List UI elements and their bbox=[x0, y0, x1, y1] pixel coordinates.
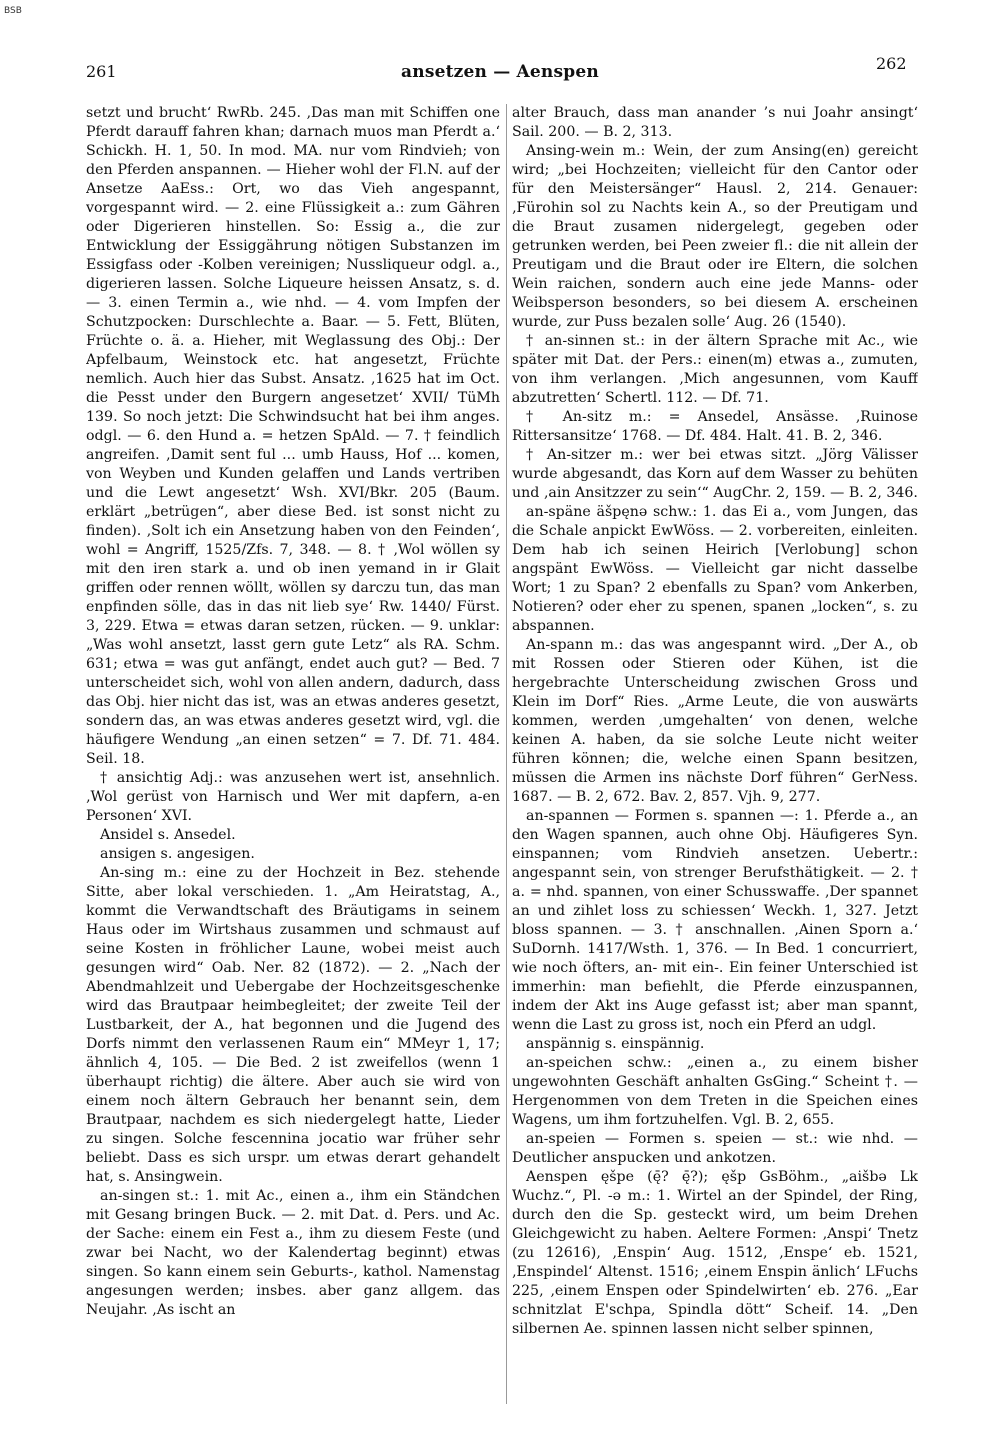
entry-ansingen: an-singen st.: 1. mit Ac., einen a., ihm ein Ständchen mit Gesang bringen Buck. — 2. mit Dat. d. Pers. und Ac. der Sache: einem ein Fest a., ihm zu diesem Feste (und zwar bei Nacht, wo der Kalendertag beginnt) etwas singen. So kann einem sein Geburts-, kathol. Namenstag angesungen werden; insbes. aber ganz allgem. das Neujahr. ‚As ischt an bbox=[86, 1188, 500, 1318]
entry-anspaennig: anspännig s. einspännig. bbox=[526, 1036, 705, 1052]
entry-anspeien: an-speien — Formen s. speien — st.: wie nhd. — Deutlicher anspucken und ankotzen. bbox=[512, 1131, 918, 1166]
entry-ansinnen: † an-sinnen st.: in der ältern Sprache mit Ac., wie später mit Dat. der Pers.: einen(m) etwas a., zumuten, von ihm verlangen. ‚Mich angesunnen, vom Kauff abzutretten‘ Schertl. 112. — Df. 71. bbox=[512, 333, 918, 406]
entry-ansingwein: Ansing-wein m.: Wein, der zum Ansing(en) gereicht wird; „bei Hochzeiten; vielleicht für den Cantor oder für den Meistersänger“ Hausl. 2, 214. Genauer: ‚Fürohin sol zu Nachts kein A., so der Preutigam und die Braut zusamen nidergelegt, gegeben oder getrunken werden, bei Peen zweier fl.: die nit allein der Preutigam und die Braut oder ire Eltern, die solchen Wein raichen, sondern auch eine jede Manns- oder Weibsperson besonders, so bei diesem A. erscheinen wurde, zur Puss bezalen solle‘ Aug. 26 (1540). bbox=[512, 143, 918, 330]
right-column bbox=[512, 104, 918, 1404]
entry-ansigen: ansigen s. angesigen. bbox=[100, 846, 255, 862]
left-column bbox=[86, 104, 500, 1404]
entry-ansing: An-sing m.: eine zu der Hochzeit in Bez. stehende Sitte, aber lokal verschieden. 1. „Am Heiratstag, A., kommt die Verwandtschaft des Bräutigams in seinem Haus oder im Wirtshaus zusammen und schmaust auf seine Kosten in fröhlicher Laune, wobei meist auch gesungen wird“ Oab. Ner. 82 (1872). — 2. „Nach der Abendmahlzeit und Uebergabe der Hochzeitsgeschenke wird das Brautpaar heimbegleitet; der zweite Teil der Lustbarkeit, der A., hat begonnen und die Jugend des Dorfs nimmt den verlassenen Raum ein“ MMeyr 1, 17; ähnlich 4, 105. — Die Bed. 2 ist zweifellos (wenn 1 überhaupt richtig) die ältere. Aber auch sie wird von einem noch ältern Gebrauch her benannt sein, dem Brautpaar, nachdem es sich niedergelegt hatte, Lieder zu singen. Solche fescennina jocatio war früher sehr beliebt. Dass es sich urspr. um etwas derart gehandelt hat, s. Ansingwein. bbox=[86, 865, 500, 1185]
entry-ansitzer: † An-sitzer m.: wer bei etwas sitzt. „Jörg Välisser wurde abgesandt, das Korn auf dem Wasser zu behüten und ‚ain Ansitzzer zu sein‘“ AugChr. 2, 159. — B. 2, 346. bbox=[512, 447, 918, 501]
entry-anspeichen: an-speichen schw.: „einen a., zu einem bisher ungewohnten Geschäft anhalten GsGing.“ Scheint †. — Hergenommen von dem Treten in die Speichen eines Wagens, um ihm fortzuhelfen. Vgl. B. 2, 655. bbox=[512, 1055, 918, 1128]
column-divider bbox=[506, 104, 507, 1404]
entry-anspann: An-spann m.: das was angespannt wird. „Der A., ob mit Rossen oder Stieren oder Kühen, ist die hergebrachte Unterscheidung zwischen Gross und Klein im Dorf“ Ries. „Arme Leute, die von auswärts kommen, werden ‚umgehalten‘ von denen, welche keinen A. haben, da sie solche Leute nicht weiter führen können; die, welche einen Spann besitzen, müssen die Armen ins nächste Dorf führen“ GerNess. 1687. — B. 2, 672. Bav. 2, 857. Vjh. 9, 277. bbox=[512, 637, 918, 805]
entry-aenspen: Aenspen ęšpe (ę̄? ę̄?); ęšp GsBöhm., „aišbə Lk Wuchz.“, Pl. -ə m.: 1. Wirtel an der Spindel, der Ring, durch den die Sp. gesteckt wird, um beim Drehen Gleichgewicht zu haben. Aeltere Formen: ‚Anspi‘ Tnetz (zu 12616), ‚Enspin‘ Aug. 1512, ‚Enspe‘ eb. 1521, ‚Enspindel‘ Altenst. 1516; ‚einem Enspin änlich‘ LFuchs 225, ‚einem Enspen oder Spindelwirten‘ eb. 276. „Ear schnitzlat E'schpa, Spindla dött“ Scheif. 14. „Den silbernen Ae. spinnen lassen nicht selber spinnen, bbox=[512, 1169, 918, 1337]
page-header bbox=[0, 54, 1000, 84]
entry-ansetzen-continued: setzt und brucht‘ RwRb. 245. ‚Das man mit Schiffen one Pferdt darauff fahren khan; darnach muos man Pferdt a.‘ Schickh. H. 1, 50. In mod. MA. nur vom Rindvieh; von den Pferden anspannen. — Hieher wohl der Fl.N. auf der Ansetze AaEss.: Ort, wo das Vieh angespannt, vorgespannt wird. — 2. eine Flüssigkeit a.: zum Gähren oder Digerieren hinstellen. So: Essig a., die zur Entwicklung der Essiggährung nötigen Substanzen im Essigfass oder -Kolben vereinigen; Nussliqueur odgl. a., digerieren lassen. Solche Liqueure heissen Ansatz, s. d. — 3. einen Termin a., wie nhd. — 4. vom Impfen der Schutzpocken: Durschlechte a. Baar. — 5. Fett, Blüten, Früchte o. ä. a. Hieher, mit Weglassung des Obj.: Der Apfelbaum, Weinstock etc. hat angesetzt, Früchte nemlich. Auch hier das Subst. Ansatz. ‚1625 hat im Oct. die Pesst under den Burgern angesetzet‘ XVII/ TüMh 139. So noch jetzt: Die Schwindsucht hat bei ihm anges. odgl. — 6. den Hund a. = hetzen SpAld. — 7. † feindlich angreifen. ‚Damit sent ful ... umb Hauss, Hof ... komen, von Weyben und Kunden gelaffen und Lands vertriben und die Lewt angesetzt‘ Wsh. XVI/Bkr. 205 (Baum. erklärt „betrügen“, aber diese Bed. ist sonst nicht zu finden). ‚Solt ich ein Ansetzung haben von den Feinden‘, wohl = Angriff, 1525/Zfs. 7, 348. — 8. † ‚Wol wöllen sy mit den iren stark a. und ob inen yemand in ir Glait griffen oder rennen wöllt, wöllen sy darczu tun, das man enpfinden sölle, das in das nit lieb sye‘ Rw. 1440/ Fürst. 3, 229. Etwa = etwas daran setzen, rücken. — 9. unklar: „Was wohl ansetzt, lasst gern gute Letz“ als RA. Schm. 631; etwa = was gut anfängt, endet auch gut? — Bed. 7 unterscheidet sich, wohl von allen andern, dadurch, dass das Obj. hier nicht das ist, was an etwas anderes gesetzt, sondern das, an was etwas anderes gesetzt wird, vgl. die häufigere Wendung „an einen setzen“ = 7. Df. 71. 484. Seil. 18. bbox=[86, 105, 500, 767]
entry-anspannen: an-spannen — Formen s. spannen —: 1. Pferde a., an den Wagen spannen, auch ohne Obj. Häufigeres Syn. einspannen; vom Rindvieh ansetzen. Uebertr.: angespannt sein, von strenger Berufsthätigkeit. — 2. † a. = nhd. spannen, von einer Schusswaffe. ‚Der spannet an und zihlet loss zu schiessen‘ Weckh. 1, 327. Jetzt bloss spannen. — 3. † anschnallen. ‚Ainen Sporn a.‘ SuDornh. 1417/Wsth. 1, 376. — In Bed. 1 concurriert, wie noch öfters, an- mit ein-. Ein feiner Unterschied ist immerhin: man befiehlt, die Pferde einzuspannen, indem der Akt ins Auge gefasst ist; aber man spannt, wenn die Last zu gross ist, noch ein Pferd an udgl. bbox=[512, 808, 918, 1033]
entry-ansidel: Ansidel s. Ansedel. bbox=[100, 827, 236, 843]
entry-ansitz: † An-sitz m.: = Ansedel, Ansässe. ‚Ruinose Rittersansitze‘ 1768. — Df. 484. Halt. 41. B. 2, 346. bbox=[512, 409, 918, 444]
running-head: ansetzen — Aenspen bbox=[401, 62, 599, 82]
entry-anspaenen: an-späne äšpęnə schw.: 1. das Ei a., vom Jungen, das die Schale anpickt EwWöss. — 2. vorbereiten, einleiten. Dem hab ich seinen Heirich [Verlobung] schon angspänt EwWöss. — Vielleicht gar nicht dasselbe Wort; 1 zu Span? 2 ebenfalls zu Span? vom Ankerben, Notieren? oder eher zu spenen, spanen „locken“, s. zu abspannen. bbox=[512, 504, 918, 634]
entry-ansingen-continued: alter Brauch, dass man anander ’s nui Joahr ansingt‘ Sail. 200. — B. 2, 313. bbox=[512, 105, 918, 140]
page-number-right: 262 bbox=[876, 54, 907, 73]
library-stamp: BSB bbox=[4, 6, 22, 16]
entry-ansichtig: † ansichtig Adj.: was anzusehen wert ist, ansehnlich. ‚Wol gerüst von Harnisch und Wer mit dapfern, a-en Personen‘ XVI. bbox=[86, 770, 500, 824]
page-number-left: 261 bbox=[86, 62, 117, 81]
